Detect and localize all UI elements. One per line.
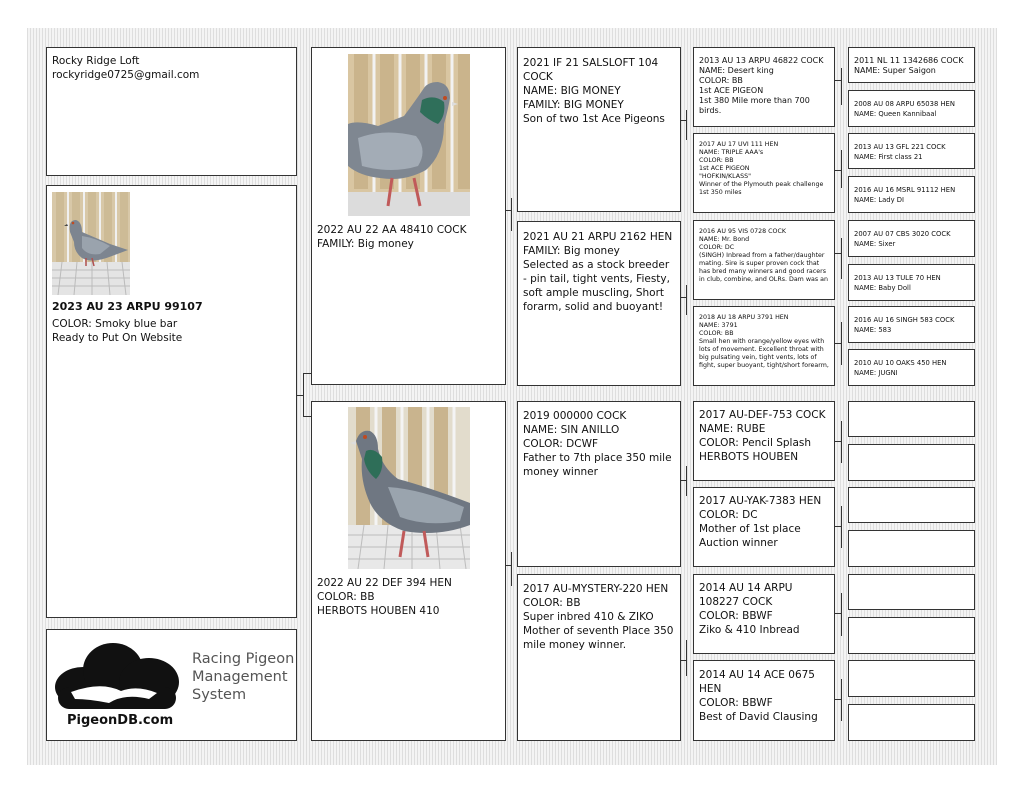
- dam-sire-color: COLOR: DCWF: [523, 438, 599, 450]
- connector: [686, 640, 687, 676]
- connector: [841, 679, 842, 721]
- gen4-box-16: [848, 704, 975, 741]
- dam-family: HERBOTS HOUBEN 410: [317, 605, 440, 617]
- dam-dam-note: Mother of seventh Place 350 mile money winner.: [523, 625, 674, 651]
- sd-sire-band: 2016 AU 95 VIS 0728 COCK: [699, 228, 787, 235]
- ds-sire-name: NAME: RUBE: [699, 423, 766, 435]
- gen4-box-14: [848, 617, 975, 654]
- ds-dam-note-2: Auction winner: [699, 537, 778, 549]
- ss-dam-note: 1st ACE PIGEON: [699, 165, 750, 172]
- dd-sire-band: 2014 AU 14 ARPU 108227 COCK: [699, 582, 793, 608]
- connector: [834, 253, 841, 254]
- ss-sire-note-2: 1st 380 Mile more than 700 birds.: [699, 96, 810, 115]
- gen4-box-4: [848, 176, 975, 213]
- ds-dam-note: Mother of 1st place: [699, 523, 801, 535]
- ds-dam-color: COLOR: DC: [699, 509, 758, 521]
- loft-info-box: [46, 47, 297, 176]
- dam-sire-band: 2019 000000 COCK: [523, 410, 627, 422]
- dam-color: COLOR: BB: [317, 591, 375, 603]
- ds-sire-box: [693, 401, 835, 481]
- sire-band: 2022 AU 22 AA 48410 COCK: [317, 224, 467, 236]
- subject-note: Ready to Put On Website: [52, 332, 183, 344]
- ds-dam-box: [693, 487, 835, 567]
- sire-dam-band: 2021 AU 21 ARPU 2162 HEN: [523, 231, 673, 243]
- gen4-2-band: 2008 AU 08 ARPU 65038 HEN: [854, 100, 955, 108]
- branding-box: [46, 629, 297, 741]
- sire-sire-box: [517, 47, 681, 212]
- gen4-box-9: [848, 401, 975, 437]
- dd-dam-note: Best of David Clausing: [699, 711, 818, 723]
- dd-dam-color: COLOR: BBWF: [699, 697, 773, 709]
- connector: [303, 373, 304, 417]
- ss-dam-color: COLOR: BB: [699, 157, 734, 164]
- gen4-3-band: 2013 AU 13 GFL 221 COCK: [854, 143, 946, 151]
- gen4-6-band: 2013 AU 13 TULE 70 HEN: [854, 274, 941, 282]
- gen4-1-band: 2011 NL 11 1342686 COCK: [854, 56, 964, 65]
- gen4-7-name: NAME: 583: [854, 326, 892, 334]
- dam-photo: [348, 407, 470, 569]
- subject-band: 2023 AU 23 ARPU 99107: [52, 300, 203, 313]
- ss-sire-color: COLOR: BB: [699, 76, 743, 85]
- pigeondb-logo: [53, 637, 185, 713]
- subject-color: COLOR: Smoky blue bar: [52, 318, 178, 330]
- connector: [834, 699, 841, 700]
- loft-email: rockyridge0725@gmail.com: [52, 69, 200, 81]
- connector: [841, 68, 842, 105]
- sd-sire-color: COLOR: DC: [699, 244, 735, 251]
- connector: [511, 198, 512, 231]
- branding-line-2: Management: [192, 669, 288, 685]
- branding-line-3: System: [192, 687, 247, 703]
- gen4-7-band: 2016 AU 16 SINGH 583 COCK: [854, 316, 955, 324]
- connector: [841, 238, 842, 279]
- connector: [841, 421, 842, 463]
- sd-sire-box: [693, 220, 835, 300]
- branding-site: PigeonDB.com: [67, 713, 174, 728]
- gen4-box-8: [848, 349, 975, 386]
- dam-box: [311, 401, 506, 741]
- gen4-5-name: NAME: Sixer: [854, 240, 896, 248]
- connector: [834, 526, 841, 527]
- gen4-box-6: [848, 264, 975, 301]
- sire-box: [311, 47, 506, 385]
- gen4-box-5: [848, 220, 975, 257]
- gen4-box-10: [848, 444, 975, 481]
- gen4-4-band: 2016 AU 16 MSRL 91112 HEN: [854, 186, 956, 194]
- gen4-3-name: NAME: First class 21: [854, 153, 923, 161]
- connector: [841, 506, 842, 548]
- connector: [686, 285, 687, 315]
- gen4-4-name: NAME: Lady DI: [854, 196, 905, 204]
- gen4-1-name: NAME: Super Saigon: [854, 66, 936, 75]
- dam-sire-note: Father to 7th place 350 mile money winner: [523, 452, 672, 478]
- connector: [841, 322, 842, 365]
- sire-photo: [348, 54, 470, 216]
- sire-sire-note: Son of two 1st Ace Pigeons: [523, 113, 665, 125]
- connector: [834, 441, 841, 442]
- gen4-5-band: 2007 AU 07 CBS 3020 COCK: [854, 230, 951, 238]
- ss-sire-band: 2013 AU 13 ARPU 46822 COCK: [699, 56, 824, 65]
- branding-line-1: Racing Pigeon: [192, 651, 295, 667]
- gen4-8-band: 2010 AU 10 OAKS 450 HEN: [854, 359, 947, 367]
- dam-dam-band: 2017 AU-MYSTERY-220 HEN: [523, 583, 669, 595]
- gen4-box-1: [848, 47, 975, 83]
- gen4-box-12: [848, 530, 975, 567]
- connector: [296, 395, 303, 396]
- connector: [511, 552, 512, 586]
- ss-dam-band: 2017 AU 17 UVI 111 HEN: [699, 141, 779, 148]
- ds-sire-family: HERBOTS HOUBEN: [699, 451, 799, 463]
- ds-sire-band: 2017 AU-DEF-753 COCK: [699, 409, 826, 421]
- sd-dam-band: 2018 AU 18 ARPU 3791 HEN: [699, 314, 789, 321]
- dam-sire-name: NAME: SIN ANILLO: [523, 424, 620, 436]
- ss-sire-box: [693, 47, 835, 127]
- ds-dam-band: 2017 AU-YAK-7383 HEN: [699, 495, 822, 507]
- dd-sire-note: Ziko & 410 Inbread: [699, 624, 800, 636]
- ss-dam-note-3: Winner of the Plymouth peak challenge: [699, 181, 824, 188]
- sire-dam-family: FAMILY: Big money: [523, 245, 620, 257]
- loft-name: Rocky Ridge Loft: [52, 55, 140, 67]
- ss-dam-note-4: 1st 350 miles: [699, 189, 742, 196]
- sire-sire-band: 2021 IF 21 SALSLOFT 104 COCK: [523, 57, 659, 83]
- ss-sire-note: 1st ACE PIGEON: [699, 86, 764, 95]
- gen4-8-name: NAME: JUGNI: [854, 369, 898, 377]
- dam-dam-box: [517, 574, 681, 741]
- gen4-box-2: [848, 90, 975, 127]
- dd-dam-band: 2014 AU 14 ACE 0675 HEN: [699, 669, 815, 695]
- connector: [841, 150, 842, 188]
- gen4-2-name: NAME: Queen Kannibaal: [854, 110, 937, 118]
- ss-dam-note-2: "HOFKIN/KLASS": [699, 173, 752, 180]
- ds-sire-color: COLOR: Pencil Splash: [699, 437, 812, 449]
- dd-dam-box: [693, 660, 835, 741]
- dam-dam-family: Super inbred 410 & ZIKO: [523, 611, 654, 623]
- sire-sire-family: FAMILY: BIG MONEY: [523, 99, 624, 111]
- connector: [834, 170, 841, 171]
- gen4-box-3: [848, 133, 975, 169]
- connector: [834, 80, 841, 81]
- sd-sire-name: NAME: Mr. Bond: [699, 236, 750, 243]
- dam-dam-color: COLOR: BB: [523, 597, 581, 609]
- sire-dam-box: [517, 221, 681, 386]
- dd-sire-color: COLOR: BBWF: [699, 610, 773, 622]
- sd-dam-note: Small hen with orange/yellow eyes with lots of movement. Excellent throat with big pulsating vein, tight vents, lots of fight, super buoyant, tight/short forearm,: [699, 338, 829, 369]
- connector: [841, 593, 842, 636]
- dam-sire-box: [517, 401, 681, 567]
- sire-sire-name: NAME: BIG MONEY: [523, 85, 621, 97]
- ss-sire-name: NAME: Desert king: [699, 66, 774, 75]
- sd-sire-note: (SINGH) Inbread from a father/daughter mating. Sire is super proven cock that has bred many winners and good racers in club, combine, and OLRs. Dam was an: [699, 252, 828, 283]
- connector: [834, 343, 841, 344]
- connector: [686, 110, 687, 140]
- gen4-box-15: [848, 660, 975, 697]
- gen4-box-11: [848, 487, 975, 523]
- ss-dam-name: NAME: TRIPLE AAA's: [699, 149, 764, 156]
- connector: [686, 466, 687, 496]
- subject-photo: [52, 192, 130, 295]
- ss-dam-box: [693, 133, 835, 213]
- sd-dam-box: [693, 306, 835, 386]
- sd-dam-color: COLOR: BB: [699, 330, 734, 337]
- dd-sire-box: [693, 574, 835, 654]
- sire-family: FAMILY: Big money: [317, 238, 414, 250]
- gen4-box-7: [848, 306, 975, 343]
- sd-dam-name: NAME: 3791: [699, 322, 738, 329]
- sire-dam-note: Selected as a stock breeder - pin tail, tight vents, Fiesty, soft ample muscling, Short forarm, solid and buoyant!: [523, 259, 670, 313]
- connector: [834, 613, 841, 614]
- subject-bird-box: [46, 185, 297, 618]
- dam-band: 2022 AU 22 DEF 394 HEN: [317, 577, 452, 589]
- gen4-6-name: NAME: Baby Doll: [854, 284, 911, 292]
- gen4-box-13: [848, 574, 975, 610]
